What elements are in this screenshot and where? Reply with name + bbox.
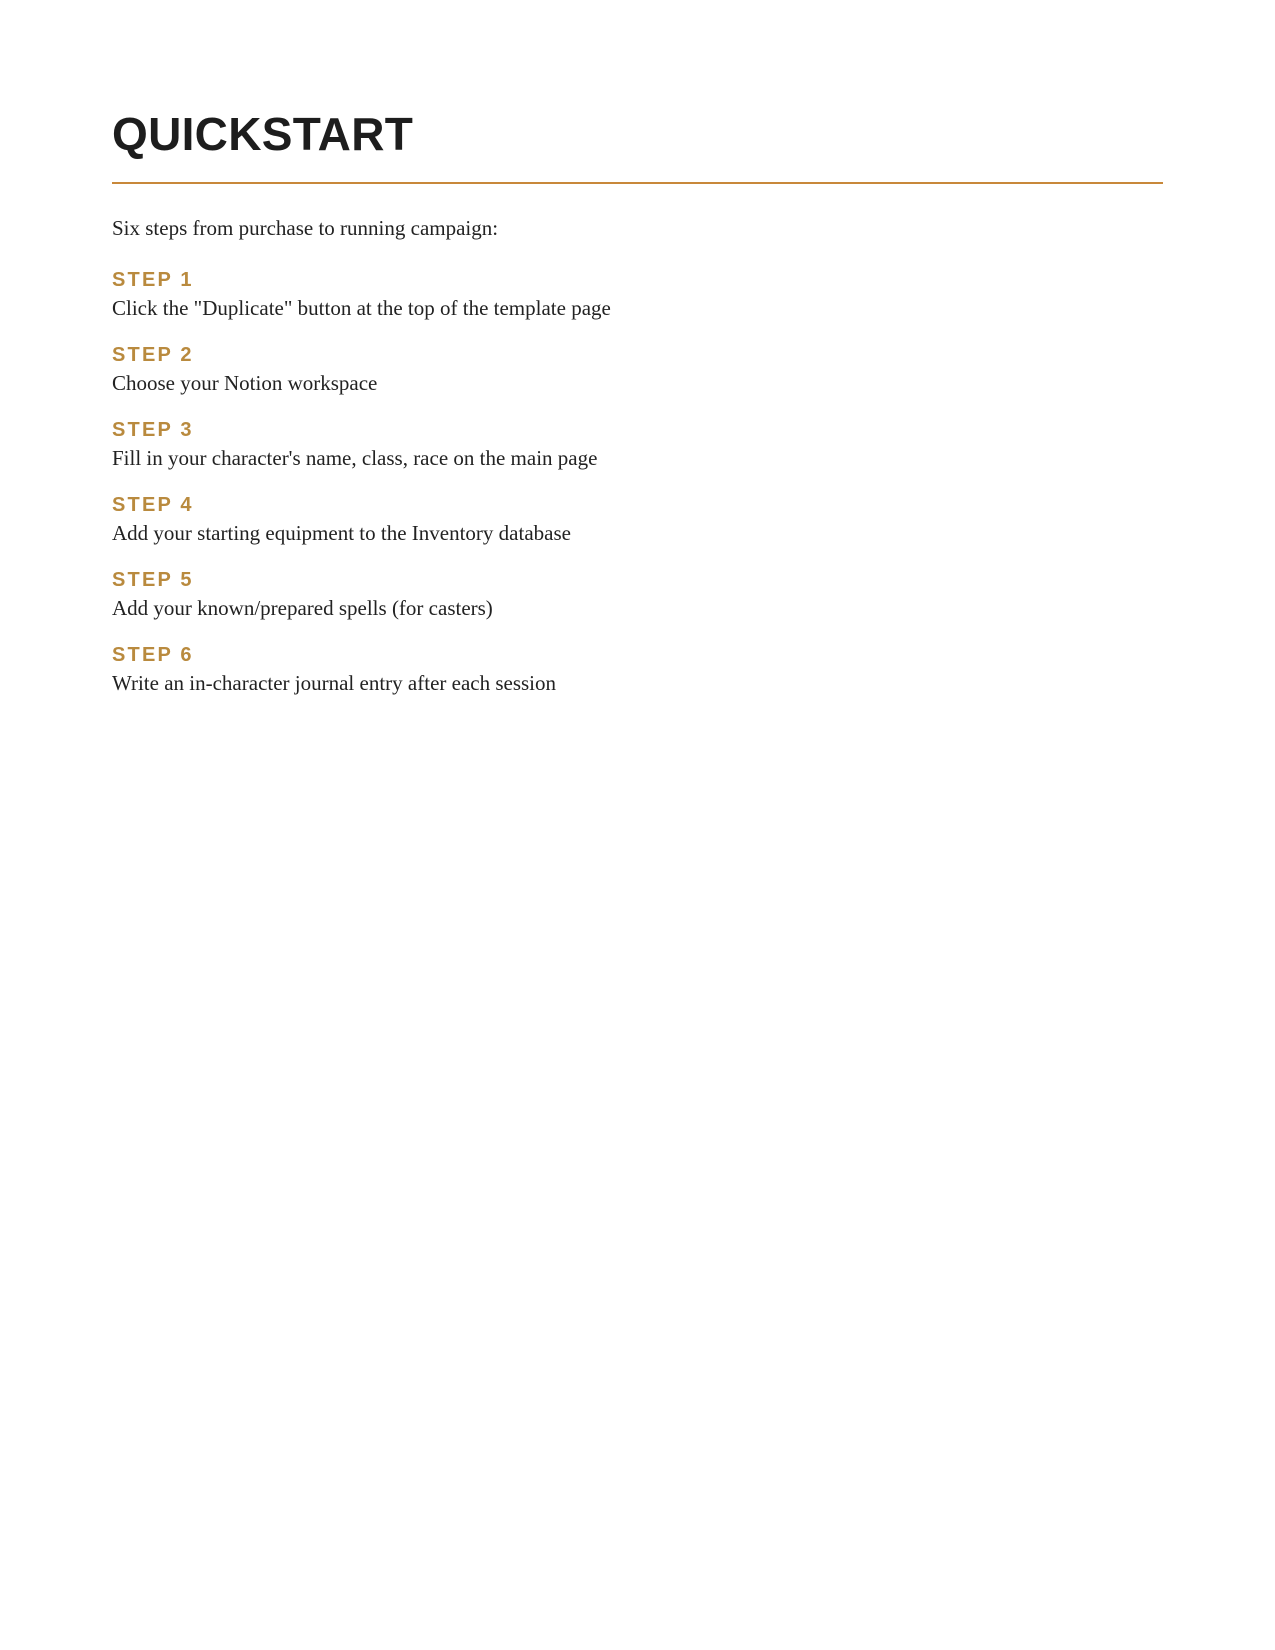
step-text: Fill in your character's name, class, race on the main page <box>112 446 598 470</box>
page-title: QUICKSTART <box>112 108 414 160</box>
title-divider <box>112 182 1163 184</box>
step-item-5 <box>112 568 1163 622</box>
document-page <box>112 108 1163 718</box>
steps-list <box>112 268 1163 697</box>
intro-text: Six steps from purchase to running campaign: <box>112 216 499 240</box>
step-text: Click the "Duplicate" button at the top of the template page <box>112 296 611 320</box>
step-item-3 <box>112 418 1163 472</box>
step-text: Add your starting equipment to the Inventory database <box>112 521 571 545</box>
step-label: STEP 4 <box>112 494 194 516</box>
step-text: Choose your Notion workspace <box>112 371 378 395</box>
step-text: Write an in-character journal entry after each session <box>112 671 557 695</box>
step-label: STEP 1 <box>112 269 194 291</box>
step-item-4 <box>112 493 1163 547</box>
step-item-2 <box>112 343 1163 397</box>
step-label: STEP 2 <box>112 344 194 366</box>
step-text: Add your known/prepared spells (for casters) <box>112 596 493 620</box>
step-label: STEP 5 <box>112 569 194 591</box>
step-label: STEP 6 <box>112 644 194 666</box>
step-item-1 <box>112 268 1163 322</box>
step-label: STEP 3 <box>112 419 194 441</box>
step-item-6 <box>112 643 1163 697</box>
